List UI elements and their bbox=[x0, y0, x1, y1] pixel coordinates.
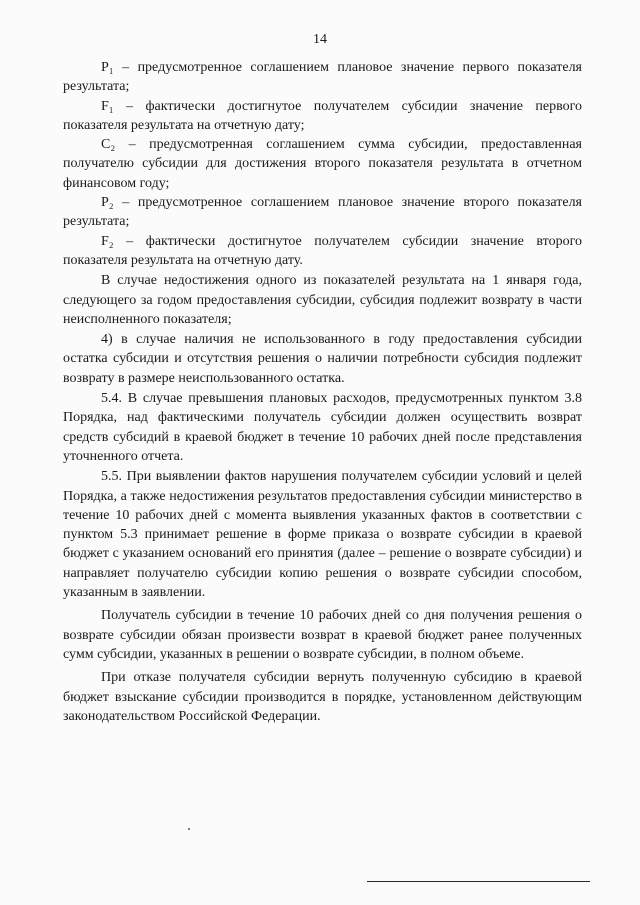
paragraph-f1-definition: F₁ – фактически достигнутое получателем субсидии значение первого показателя результата на отчетную дату; bbox=[63, 98, 582, 133]
document-body bbox=[63, 58, 582, 726]
footer-rule bbox=[367, 881, 590, 882]
paragraph-f2-definition: F₂ – фактически достигнутое получателем субсидии значение второго показателя результата на отчетную дату. bbox=[63, 233, 582, 268]
scan-speck bbox=[188, 828, 190, 830]
paragraph-p1-definition: P₁ – предусмотренное соглашением плановое значение первого показателя результата; bbox=[63, 60, 582, 95]
paragraph-refusal: При отказе получателя субсидии вернуть полученную субсидию в краевой бюджет взыскание субсидии производится в порядке, установленном действующим законодательством Российской Федерации. bbox=[63, 670, 582, 724]
paragraph-non-achievement: В случае недостижения одного из показателей результата на 1 января года, следующего за годом предоставления субсидии, субсидия подлежит возврату в части неисполненного показателя; bbox=[63, 273, 582, 327]
paragraph-c2-definition: C₂ – предусмотренная соглашением сумма субсидии, предоставленная получателю субсидии для достижения второго показателя результата в отчетном финансовом году; bbox=[63, 137, 582, 191]
paragraph-item-4: 4) в случае наличия не использованного в году предоставления субсидии остатка субсидии и отсутствия решения о наличии потребности субсидия подлежит возврату в размере неиспользованного остатка. bbox=[63, 332, 582, 386]
paragraph-p2-definition: P₂ – предусмотренное соглашением плановое значение второго показателя результата; bbox=[63, 195, 582, 230]
paragraph-5-4: 5.4. В случае превышения плановых расходов, предусмотренных пунктом 3.8 Порядка, над фактическими получатель субсидии должен осуществить возврат средств субсидий в краевой бюджет в течение 10 рабочих дней после представления уточненного отчета. bbox=[63, 391, 582, 464]
paragraph-recipient-return: Получатель субсидии в течение 10 рабочих дней со дня получения решения о возврате субсидии обязан произвести возврат в краевой бюджет ранее полученных сумм субсидии, указанных в решении о возврате субсидии, в полном объеме. bbox=[63, 608, 582, 662]
paragraph-5-5: 5.5. При выявлении фактов нарушения получателем субсидии условий и целей Порядка, а также недостижения результатов предоставления субсидии министерство в течение 10 рабочих дней с момента выявления указанных фактов в соответствии с пунктом 5.3 принимает решение в форме приказа о возврате субсидии в краевой бюджет с указанием оснований его принятия (далее – решение о возврате субсидии) и направляет получателю субсидии копию решения о возврате субсидии способом, указанным в заявлении. bbox=[63, 469, 582, 601]
page-number: 14 bbox=[313, 32, 327, 47]
